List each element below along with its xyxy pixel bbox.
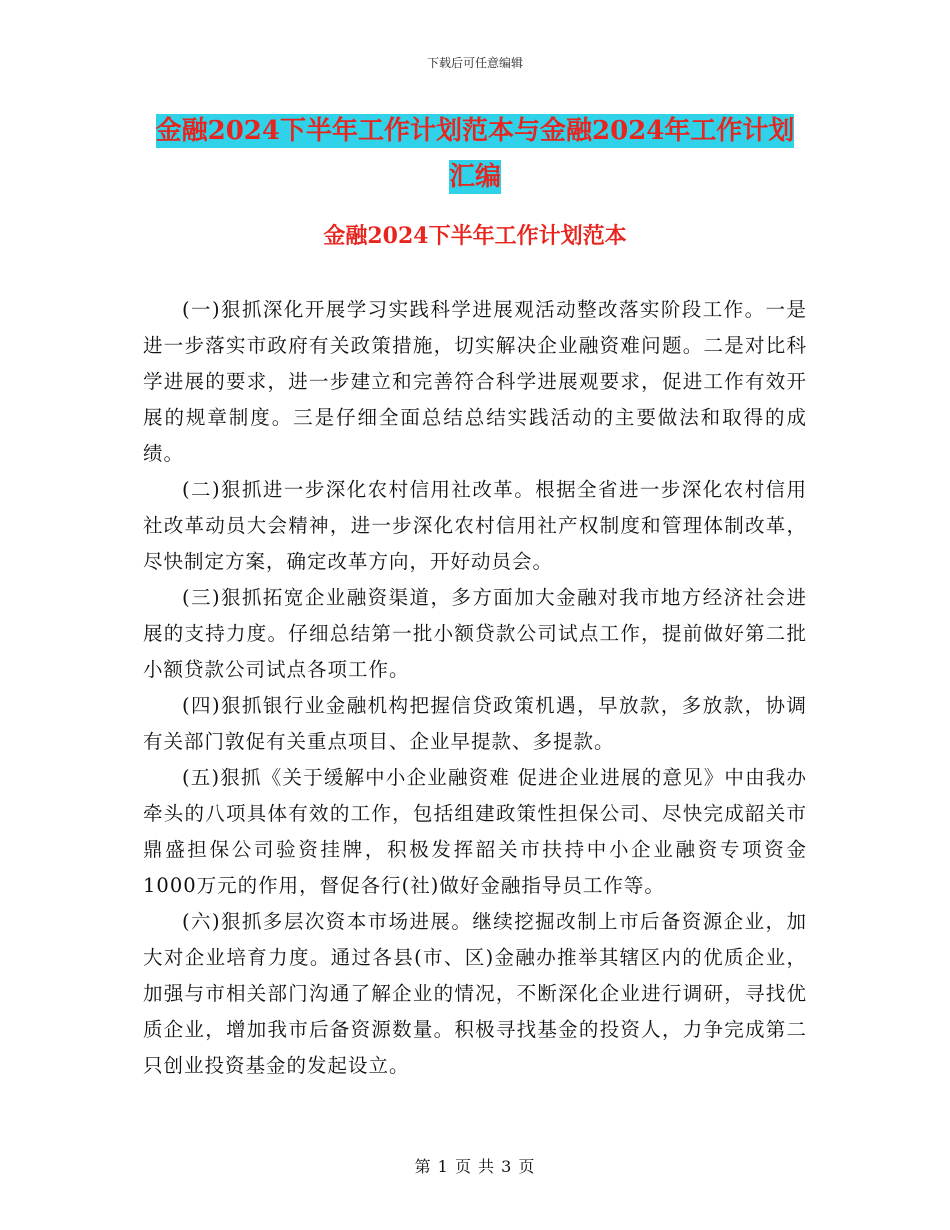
section-title: 金融2024下半年工作计划范本 xyxy=(323,223,627,249)
body-text xyxy=(143,292,807,1084)
paragraph-1: (一)狠抓深化开展学习实践科学进展观活动整改落实阶段工作。一是进一步落实市政府有关政策措施，切实解决企业融资难问题。二是对比科学进展的要求，进一步建立和完善符合科学进展观要求，促进工作有效开展的规章制度。三是仔细全面总结总结实践活动的主要做法和取得的成绩。 xyxy=(143,298,807,465)
paragraph-2: (二)狠抓进一步深化农村信用社改革。根据全省进一步深化农村信用社改革动员大会精神，进一步深化农村信用社产权制度和管理体制改革，尽快制定方案，确定改革方向，开好动员会。 xyxy=(143,478,807,573)
page-footer: 第 1 页 共 3 页 xyxy=(414,1157,536,1176)
paragraph-6: (六)狠抓多层次资本市场进展。继续挖掘改制上市后备资源企业，加大对企业培育力度。通过各县(市、区)金融办推举其辖区内的优质企业，加强与市相关部门沟通了解企业的情况，不断深化企业进行调研，寻找优质企业，增加我市后备资源数量。积极寻找基金的投资人，力争完成第二只创业投资基金的发起设立。 xyxy=(143,910,807,1077)
paragraph-4: (四)狠抓银行业金融机构把握信贷政策机遇，早放款，多放款，协调有关部门敦促有关重点项目、企业早提款、多提款。 xyxy=(143,694,807,753)
document-title xyxy=(150,108,800,200)
document-title-text: 金融2024下半年工作计划范本与金融2024年工作计划汇编 xyxy=(155,116,795,192)
paragraph-3: (三)狠抓拓宽企业融资渠道，多方面加大金融对我市地方经济社会进展的支持力度。仔细总结第一批小额贷款公司试点工作，提前做好第二批小额贷款公司试点各项工作。 xyxy=(143,586,807,681)
paragraph-5: (五)狠抓《关于缓解中小企业融资难 促进企业进展的意见》中由我办牵头的八项具体有效的工作，包括组建政策性担保公司、尽快完成韶关市鼎盛担保公司验资挂牌，积极发挥韶关市扶持中小企业融资专项资金1000万元的作用，督促各行(社)做好金融指导员工作等。 xyxy=(143,766,807,897)
header-note: 下载后可任意编辑 xyxy=(426,56,523,70)
